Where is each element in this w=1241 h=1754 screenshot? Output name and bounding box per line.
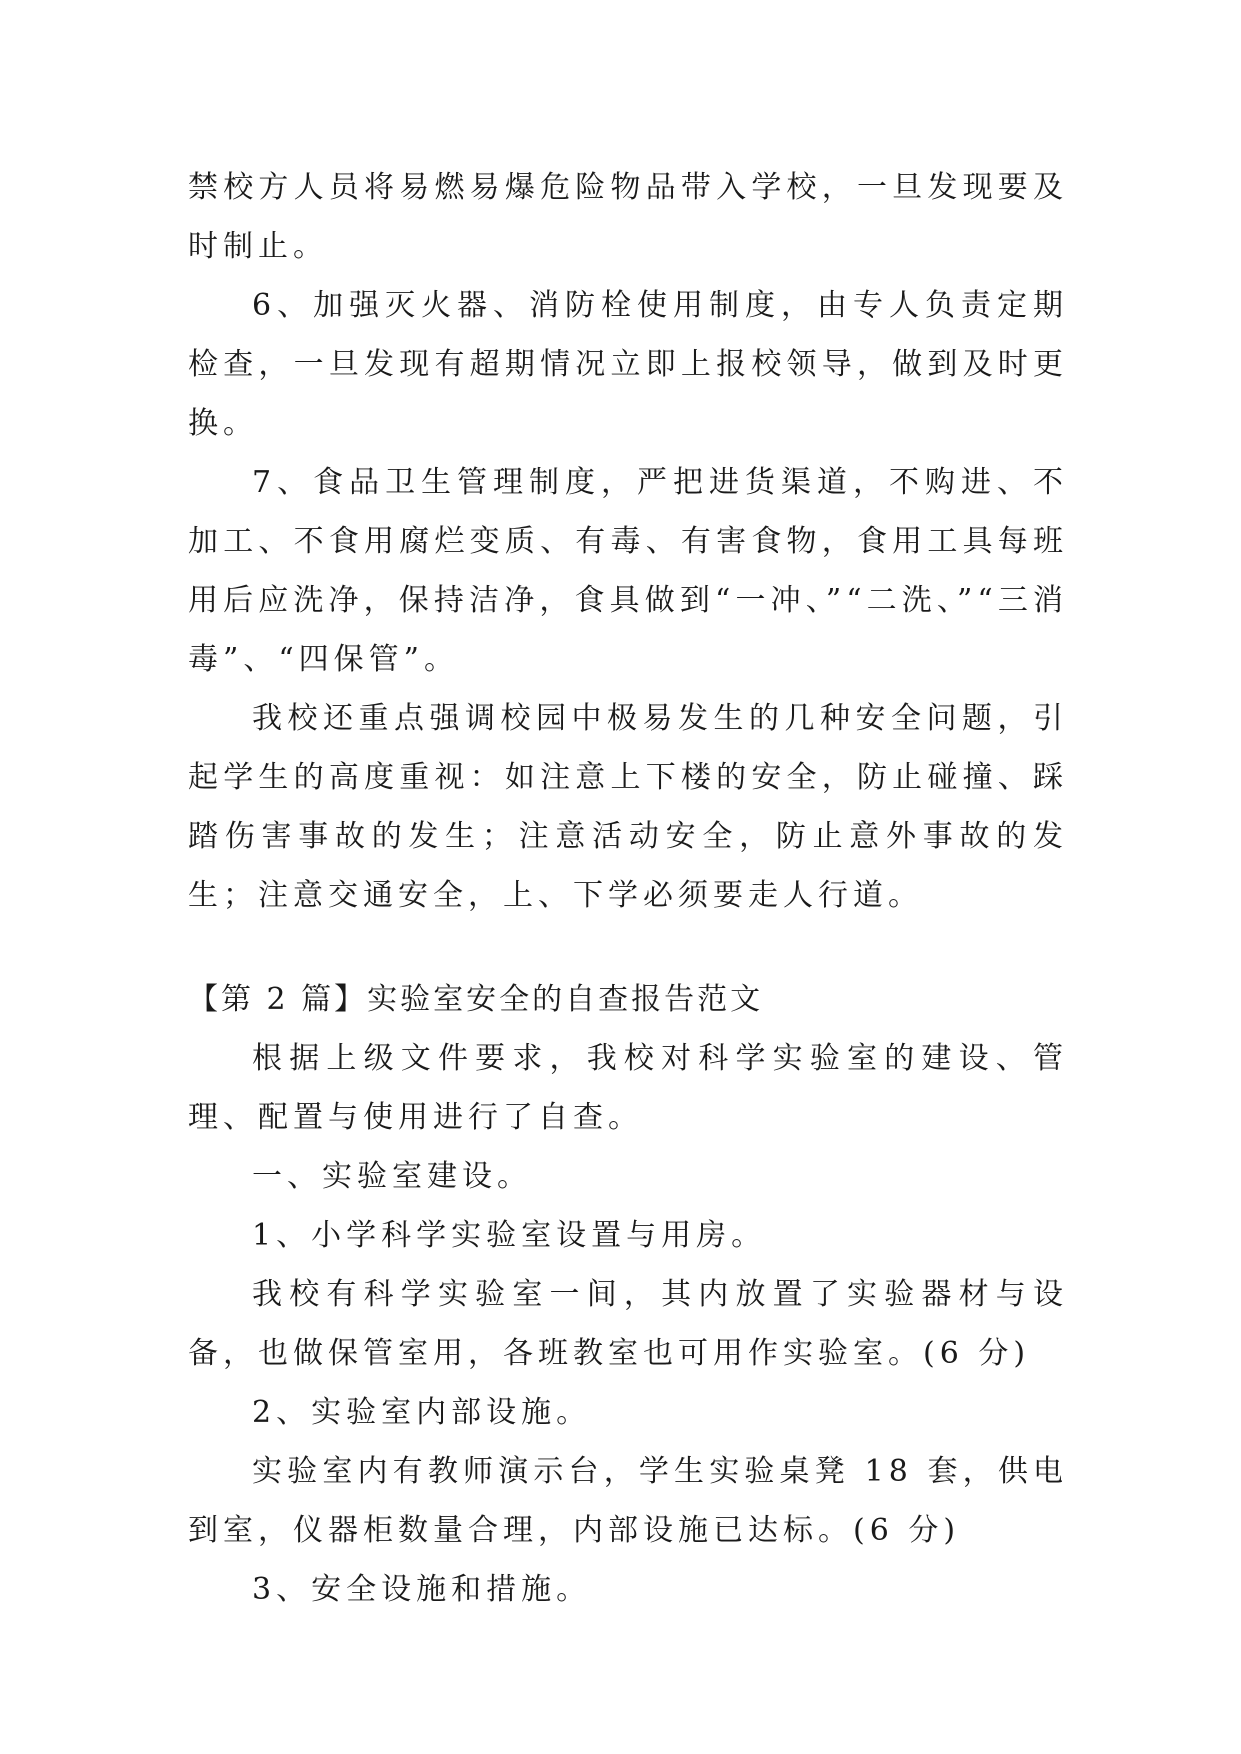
item-title-3: 3、安全设施和措施。 bbox=[252, 1572, 592, 1607]
paragraph-lab-rooms: 我校有科学实验室一间，其内放置了实验器材与设备，也做保管室用，各班教室也可用作实验室。(6 分) bbox=[188, 1277, 1068, 1371]
paragraph-continuation: 禁校方人员将易燃易爆危险物品带入学校，一旦发现要及时制止。 bbox=[188, 170, 1068, 264]
paragraph-safety-issues: 我校还重点强调校园中极易发生的几种安全问题，引起学生的高度重视：如注意上下楼的安全，防止碰撞、踩踏伤害事故的发生；注意活动安全，防止意外事故的发生；注意交通安全，上、下学必须要走人行道。 bbox=[188, 701, 1068, 913]
document-body bbox=[188, 158, 1068, 1619]
paragraph-item-7: 7、食品卫生管理制度，严把进货渠道，不购进、不加工、不食用腐烂变质、有毒、有害食物，食用工具每班用后应洗净，保持洁净，食具做到“一冲、”“二洗、”“三消毒”、“四保管”。 bbox=[188, 465, 1068, 677]
item-title-2: 2、实验室内部设施。 bbox=[252, 1395, 592, 1430]
item-title-1: 1、小学科学实验室设置与用房。 bbox=[252, 1218, 767, 1253]
article-heading: 【第 2 篇】实验室安全的自查报告范文 bbox=[188, 982, 764, 1017]
section-title-lab-construction: 一、实验室建设。 bbox=[252, 1159, 532, 1194]
paragraph-intro: 根据上级文件要求，我校对科学实验室的建设、管理、配置与使用进行了自查。 bbox=[188, 1041, 1068, 1135]
paragraph-item-6: 6、加强灭火器、消防栓使用制度，由专人负责定期检查，一旦发现有超期情况立即上报校领导，做到及时更换。 bbox=[188, 288, 1068, 441]
paragraph-lab-facilities: 实验室内有教师演示台，学生实验桌凳 18 套，供电到室，仪器柜数量合理，内部设施已达标。(6 分) bbox=[188, 1454, 1068, 1548]
